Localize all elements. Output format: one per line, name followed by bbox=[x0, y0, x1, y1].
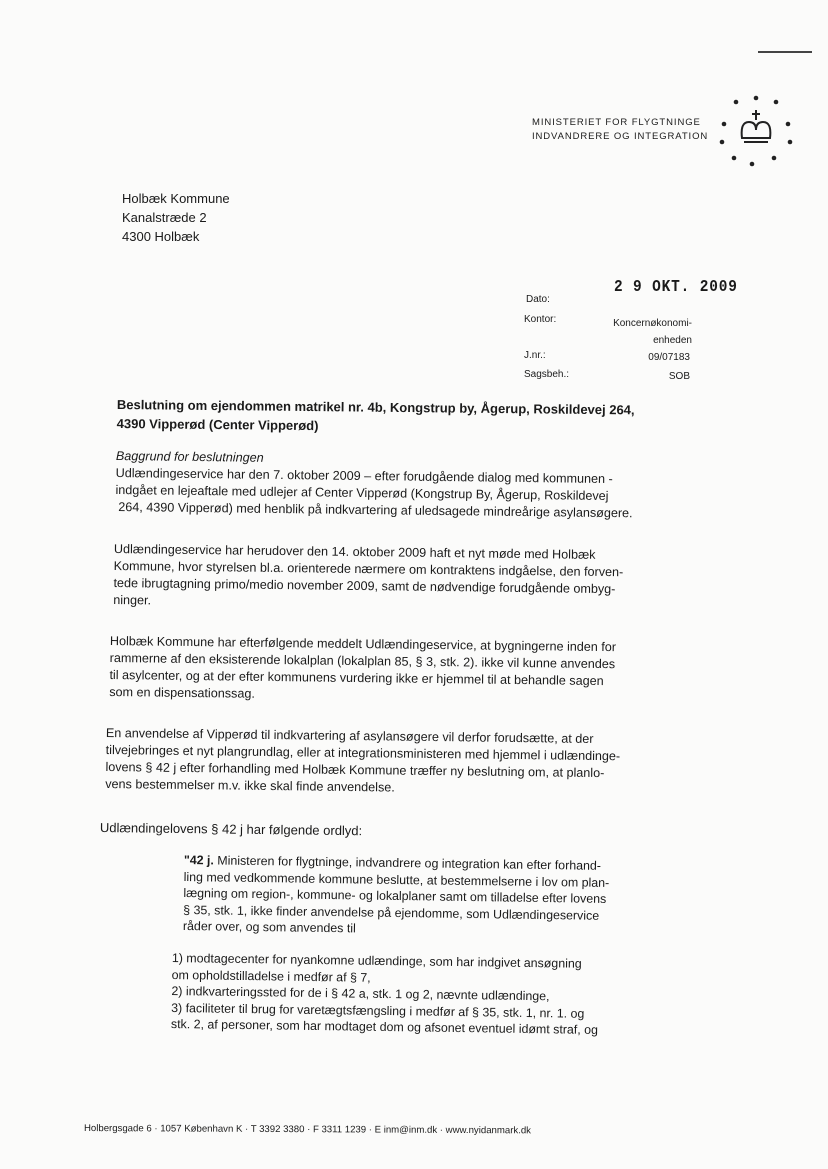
p4-line-1: En anvendelse af Vipperød til indkvartering af asylansøgere vil derfor forudsætte, at der bbox=[105, 725, 594, 746]
quote-line-3: lægning om region-, kommune- og lokalplaner samt om tilladelse efter lovens bbox=[183, 885, 607, 906]
quote-item-1b: om opholdstilladelse i medfør af § 7, bbox=[171, 967, 371, 985]
p1-line-2: indgået en lejeaftale med udlejer af Center Vipperød (Kongstrup By, Ågerup, Roskildevej bbox=[115, 482, 609, 504]
recipient-city: 4300 Holbæk bbox=[122, 229, 200, 244]
p4-line-2: tilvejebringes et nyt plangrundlag, eller at integrationsministeren med hjemmel i udlændinge- bbox=[105, 742, 621, 764]
footer-contact: Holbergsgade 6 · 1057 København K · T 3392 3380 · F 3311 1239 · E inm@inm.dk · www.nyidanmark.dk bbox=[83, 1123, 532, 1137]
office-label: Kontor: bbox=[524, 314, 557, 325]
subject-line-2: 4390 Vipperød (Center Vipperød) bbox=[116, 415, 319, 434]
jnr-value: 09/07183 bbox=[648, 352, 690, 363]
quote-item-3a: 3) faciliteter til brug for varetægtsfængsling i medfør af § 35, stk. 1, nr. 1. og bbox=[171, 1000, 585, 1021]
p2-line-4: ninger. bbox=[113, 592, 152, 608]
p3-line-4: som en dispensationssag. bbox=[109, 684, 255, 701]
quote-item-2: 2) indkvarteringssted for de i § 42 a, stk. 1 og 2, nævnte udlændinge, bbox=[171, 983, 550, 1004]
recipient-address bbox=[122, 189, 230, 246]
quote-lead: "42 j. bbox=[183, 852, 214, 868]
p3-line-3: til asylcenter, og at der efter kommunens vurdering ikke er hjemmel til at behandle sagen bbox=[109, 667, 604, 689]
ministry-line-1: MINISTERIET FOR FLYGTNINGE bbox=[532, 117, 701, 128]
quote-line-2: ling med vedkommende kommune beslutte, at bestemmelserne i lov om plan- bbox=[183, 869, 610, 890]
quote-line-1-text: Ministeren for flygtninge, indvandrere og integration kan efter forhand- bbox=[213, 853, 602, 873]
paragraph-1 bbox=[115, 448, 633, 522]
jnr-label: J.nr.: bbox=[524, 350, 546, 361]
law-quote-list bbox=[171, 950, 652, 1039]
recipient-name: Holbæk Kommune bbox=[122, 191, 230, 206]
p3-line-2: rammerne af den eksisterende lokalplan (lokalplan 85, § 3, stk. 2). ikke vil kunne anvendes bbox=[109, 650, 616, 672]
office-value-2: enheden bbox=[653, 335, 692, 346]
p1-line-1: Udlændingeservice har den 7. oktober 2009 – efter forudgående dialog med kommunen - bbox=[115, 465, 613, 487]
date-stamp: 2 9 OKT. 2009 bbox=[614, 278, 738, 297]
quote-line-4: § 35, stk. 1, ikke finder anvendelse på ejendomme, som Udlændingeservice bbox=[183, 902, 600, 923]
ministry-name bbox=[532, 116, 708, 144]
section-heading: Baggrund for beslutningen bbox=[115, 448, 264, 465]
office-value-1: Koncernøkonomi- bbox=[613, 318, 692, 329]
scan-mark bbox=[758, 51, 812, 53]
quote-line-5: råder over, og som anvendes til bbox=[182, 918, 356, 936]
subject-heading bbox=[117, 395, 677, 439]
p2-line-1: Udlændingeservice har herudover den 14. oktober 2009 haft et nyt møde med Holbæk bbox=[113, 541, 596, 562]
paragraph-2 bbox=[113, 541, 623, 615]
case-value: SOB bbox=[668, 371, 690, 382]
paragraph-5 bbox=[100, 819, 363, 839]
quote-item-3b: stk. 2, af personer, som har modtaget dom og afsonet eventuel idømt straf, og bbox=[170, 1016, 599, 1037]
crown-logo-icon bbox=[716, 92, 796, 172]
p1-line-3: 264, 4390 Vipperød) med henblik på indkvartering af uledsagede mindreårige asylansøgere. bbox=[118, 500, 633, 521]
p5-line: Udlændingelovens § 42 j har følgende ordlyd: bbox=[99, 819, 363, 839]
p3-line-1: Holbæk Kommune har efterfølgende meddelt Udlændingeservice, at bygningerne inden for bbox=[109, 633, 617, 655]
law-quote bbox=[183, 852, 654, 941]
paragraph-3 bbox=[109, 633, 616, 707]
p4-line-3: lovens § 42 j efter forhandling med Holbæk Kommune træffer ny beslutning om, at planlo- bbox=[105, 759, 605, 781]
quote-item-1a: 1) modtagecenter for nyankomne udlændinge, som har indgivet ansøgning bbox=[171, 950, 582, 971]
case-label: Sagsbeh.: bbox=[524, 369, 570, 380]
ministry-line-2: INDVANDRERE OG INTEGRATION bbox=[532, 131, 709, 142]
p2-line-2: Kommune, hvor styrelsen bl.a. orienterede nærmere om kontraktens indgåelse, den forven- bbox=[113, 558, 624, 580]
p2-line-3: tede ibrugtagning primo/medio november 2009, samt de nødvendige forudgående ombyg- bbox=[113, 575, 616, 597]
subject-line-1: Beslutning om ejendommen matrikel nr. 4b, Kongstrup by, Ågerup, Roskildevej 264, bbox=[116, 396, 635, 418]
recipient-street: Kanalstræde 2 bbox=[122, 210, 207, 225]
date-label: Dato: bbox=[526, 294, 550, 305]
paragraph-4 bbox=[105, 725, 620, 799]
p4-line-4: vens bestemmelser m.v. ikke skal finde anvendelse. bbox=[105, 776, 395, 795]
